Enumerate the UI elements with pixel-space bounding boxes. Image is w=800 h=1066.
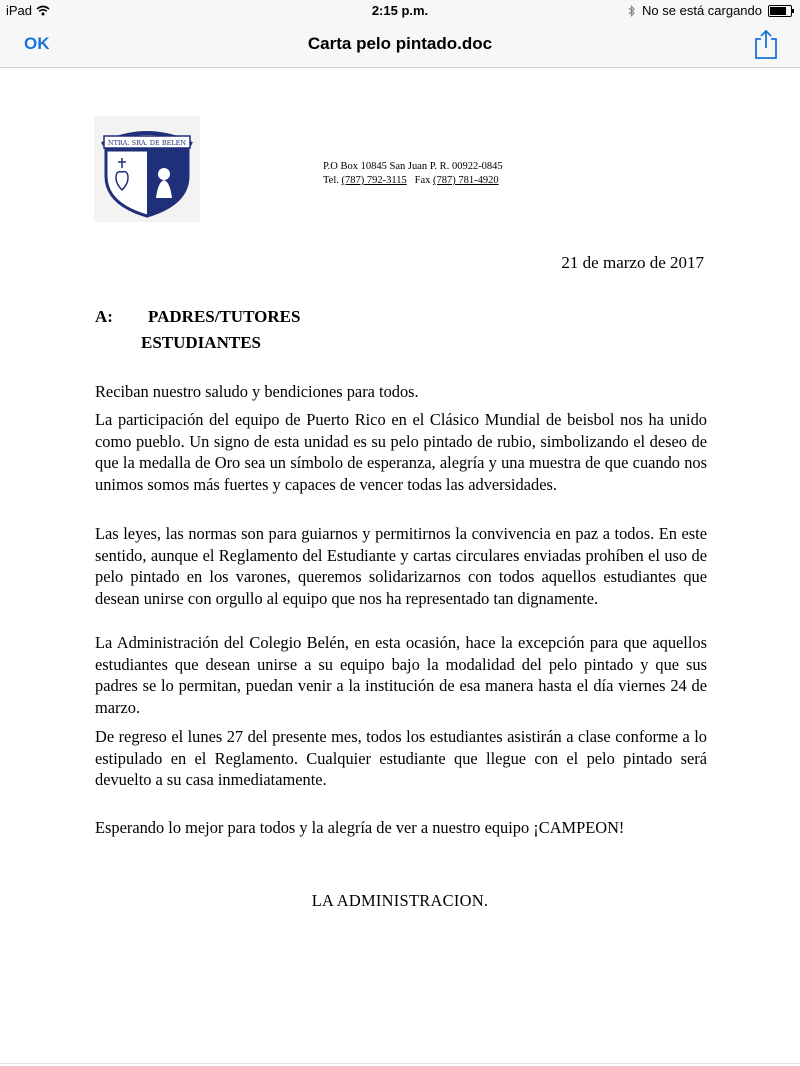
- paragraph-participation: La participación del equipo de Puerto Rico en el Clásico Mundial de beisbol nos ha unido como pueblo. Un signo de esta unidad es su pelo pintado de rubio, simbolizando el deseo de que la medalla de Oro sea un símbolo de esperanza, alegría y una muestra de que cuando nos unimos somos más fuertes y capaces de vencer todas las adversidades.: [95, 410, 707, 494]
- bluetooth-icon: [628, 5, 636, 17]
- device-name: iPad: [6, 3, 33, 18]
- recipient-parents: PADRES/TUTORES: [148, 307, 301, 326]
- page-divider: [0, 1063, 800, 1064]
- recipient-label: A:: [95, 307, 113, 326]
- battery-icon: [768, 5, 792, 17]
- letterhead-address: [323, 160, 503, 188]
- signature: LA ADMINISTRACION.: [311, 891, 489, 910]
- fax-link[interactable]: (787) 781-4920: [433, 175, 499, 186]
- contact-line: [323, 174, 503, 188]
- fax-label: Fax: [414, 175, 431, 186]
- tel-link[interactable]: (787) 792-3115: [341, 175, 407, 186]
- ok-button[interactable]: OK: [24, 34, 50, 53]
- charging-status: No se está cargando: [642, 3, 762, 18]
- crest-banner-text: NTRA. SRA. DE BELEN: [107, 139, 187, 147]
- paragraph-exception: La Administración del Colegio Belén, en esta ocasión, hace la excepción para que aquellos estudiantes que desean unirse a su equipo bajo la modalidad del pelo pintado y que sus padres se lo permitan, puedan venir a la institución de esa manera hasta el día viernes 24 de marzo.: [95, 633, 707, 717]
- letter-date: 21 de marzo de 2017: [561, 253, 704, 272]
- document-title: Carta pelo pintado.doc: [307, 34, 493, 53]
- paragraph-greeting: Reciban nuestro saludo y bendiciones para todos.: [95, 382, 419, 401]
- address-line: P.O Box 10845 San Juan P. R. 00922-0845: [323, 161, 503, 172]
- school-crest-logo: [94, 116, 200, 222]
- status-bar: [0, 0, 800, 22]
- recipient-students: ESTUDIANTES: [141, 333, 261, 352]
- share-icon[interactable]: [752, 28, 780, 60]
- closing-line: Esperando lo mejor para todos y la alegría de ver a nuestro equipo ¡CAMPEON!: [95, 818, 625, 837]
- nav-bar: [0, 22, 800, 68]
- tel-label: Tel.: [323, 175, 339, 186]
- document-page[interactable]: [0, 68, 800, 1066]
- status-bar-right: [628, 3, 792, 18]
- paragraph-return: De regreso el lunes 27 del presente mes, todos los estudiantes asistirán a clase conforme a lo estipulado en el Reglamento. Cualquier estudiante que llegue con el pelo pintado será devuelto a su casa inmediatamente.: [95, 727, 707, 790]
- status-time: 2:15 p.m.: [371, 3, 429, 18]
- paragraph-rules: Las leyes, las normas son para guiarnos y permitirnos la convivencia en paz a todos. En este sentido, aunque el Reglamento del Estudiante y cartas circulares enviadas prohíben el uso de pelo pintado en los varones, queremos solidarizarnos con todos aquellos estudiantes que desean unirse con orgullo al equipo que nos ha representado tan dignamente.: [95, 524, 707, 608]
